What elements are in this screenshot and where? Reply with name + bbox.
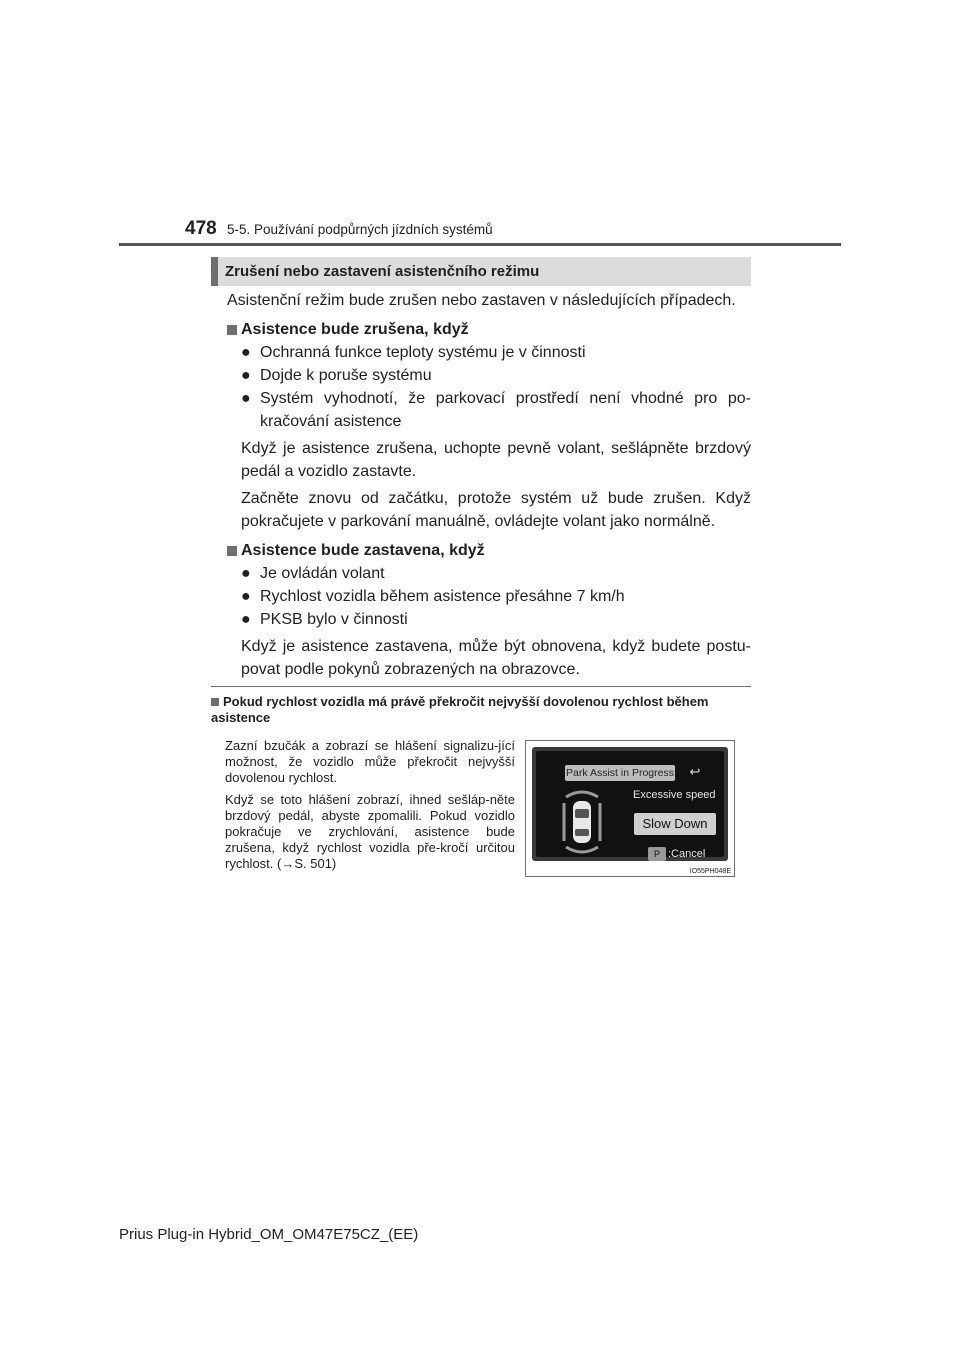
square-bullet-icon [227, 546, 237, 556]
section-heading: Zrušení nebo zastavení asistenčního režimu [225, 263, 540, 280]
display-figure [525, 740, 735, 877]
cancel-label: :Cancel [668, 848, 706, 860]
bullet-icon: ● [241, 367, 251, 384]
bullet-icon: ● [241, 390, 251, 407]
heading-marker [211, 257, 218, 286]
list-item: ● Je ovládán volant [227, 562, 751, 585]
list-item: ● Rychlost vozidla během asistence přesáhne 7 km/h [227, 585, 751, 608]
excessive-speed-message: Excessive speed [633, 789, 716, 801]
bullet-icon: ● [241, 588, 251, 605]
info-paragraph: Když se toto hlášení zobrazí, ihned sešláp-něte brzdový pedál, abyste zpomalili. Pokud vozidlo pokračuje ve zrychlování, asistence bude zrušena, když rychlost vozidla pře-kročí určitou rychlost. (→S. 501) [225, 792, 515, 871]
list-item: ● PKSB bylo v činnosti [227, 608, 751, 631]
info-text [225, 738, 515, 878]
slow-down-button: Slow Down [634, 813, 716, 835]
footer-document-id: Prius Plug-in Hybrid_OM_OM47E75CZ_(EE) [119, 1226, 419, 1243]
bullet-icon: ● [241, 611, 251, 628]
park-assist-banner: Park Assist in Progress [566, 767, 674, 779]
group-title-stopped: Asistence bude zastavena, když [227, 539, 751, 562]
info-paragraph: Zazní bzučák a zobrazí se hlášení signalizu-jící možnost, že vozidlo může překročit nejvyšší dovolenou rychlost. [225, 738, 515, 785]
parking-switch-icon: P [648, 847, 666, 861]
list-item: ● Dojde k poruše systému [227, 364, 751, 387]
info-divider [211, 686, 751, 687]
car-top-view-icon [562, 789, 602, 855]
square-bullet-icon [227, 325, 237, 335]
back-icon: ↩ [689, 764, 701, 779]
display-screen-inner [536, 751, 724, 860]
square-bullet-icon [211, 698, 219, 706]
section-heading-bar [211, 257, 751, 286]
list-item: ● Ochranná funkce teploty systému je v činnosti [227, 341, 751, 364]
page-number: 478 [185, 218, 217, 239]
list-item: ● Systém vyhodnotí, že parkovací prostředí není vhodné pro po-kračování asistence [227, 387, 751, 433]
figure-code: IO55PH048E [689, 868, 731, 875]
note-paragraph: Začněte znovu od začátku, protože systém už bude zrušen. Když pokračujete v parkování manuálně, ovládejte volant jako normálně. [241, 490, 751, 530]
bullet-icon: ● [241, 344, 251, 361]
bullet-icon: ● [241, 565, 251, 582]
header-rule [119, 243, 841, 246]
section-title: 5-5. Používání podpůrných jízdních systémů [227, 222, 493, 237]
info-title: Pokud rychlost vozidla má právě překročit nejvyšší dovolenou rychlost během asistence [211, 694, 709, 725]
main-content [227, 289, 751, 683]
group-title-cancelled: Asistence bude zrušena, když [227, 318, 751, 341]
intro-paragraph: Asistenční režim bude zrušen nebo zastaven v následujících případech. [227, 292, 736, 309]
note-paragraph: Když je asistence zrušena, uchopte pevně volant, sešlápněte brzdový pedál a vozidlo zastavte. [241, 440, 751, 480]
display-screen [532, 747, 728, 861]
note-paragraph: Když je asistence zastavena, může být obnovena, když budete postu-povat podle pokynů zobrazených na obrazovce. [241, 638, 751, 678]
